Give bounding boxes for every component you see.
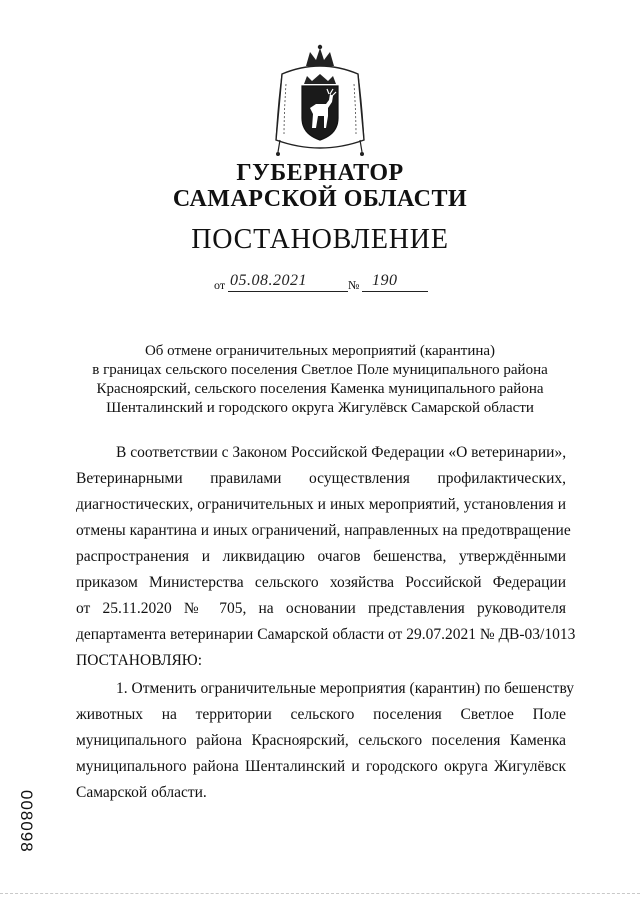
org-title-line-1: ГУБЕРНАТОР: [236, 160, 404, 186]
body-line: диагностических, ограничительных и иных мероприятий, установления и: [76, 496, 566, 513]
body-line: от 25.11.2020 № 705, на основании представления руководителя: [76, 600, 566, 617]
body-line: муниципального района Красноярский, сельского поселения Каменка: [76, 732, 566, 749]
body-line: департамента ветеринарии Самарской области от 29.07.2021 № ДВ-03/1013: [76, 626, 576, 643]
number-label: №: [348, 278, 360, 292]
date-prefix-label: от: [214, 278, 226, 292]
registration-row: [214, 272, 434, 294]
body-line: В соответствии с Законом Российской Федерации «О ветеринарии»,: [116, 444, 567, 461]
body-line: распространения и ликвидацию очагов бешенства, утверждёнными: [76, 548, 566, 565]
body-line: отмены карантина и иных ограничений, направленных на предотвращение: [76, 522, 571, 539]
bottom-scan-edge: [0, 893, 640, 894]
document-date: 05.08.2021: [230, 272, 307, 289]
document-number: 190: [372, 272, 398, 289]
body-line: животных на территории сельского поселения Светлое Поле: [76, 706, 566, 723]
document-type: ПОСТАНОВЛЕНИЕ: [191, 224, 449, 255]
date-underline: [228, 291, 348, 292]
body-line: 1. Отменить ограничительные мероприятия (карантин) по бешенству: [116, 680, 574, 697]
body-line: приказом Министерства сельского хозяйства Российской Федерации: [76, 574, 566, 591]
org-title-line-2: САМАРСКОЙ ОБЛАСТИ: [172, 186, 468, 212]
resolution-word: ПОСТАНОВЛЯЮ:: [76, 652, 203, 669]
subject-line: Об отмене ограничительных мероприятий (карантина): [144, 343, 496, 359]
coat-of-arms-icon: [272, 44, 368, 160]
number-underline: [362, 291, 428, 292]
margin-stamp-number: 008098: [17, 790, 36, 853]
body-line: Самарской области.: [76, 784, 207, 801]
body-line: муниципального района Шенталинский и городского округа Жигулёвск: [76, 758, 566, 775]
subject-line: в границах сельского поселения Светлое Поле муниципального района: [92, 362, 548, 378]
subject-line: Красноярский, сельского поселения Каменка муниципального района: [96, 381, 544, 397]
body-line: Ветеринарными правилами осуществления профилактических,: [76, 470, 566, 487]
document-subject: [60, 342, 580, 418]
subject-line: Шенталинский и городского округа Жигулёвск Самарской области: [106, 400, 534, 416]
